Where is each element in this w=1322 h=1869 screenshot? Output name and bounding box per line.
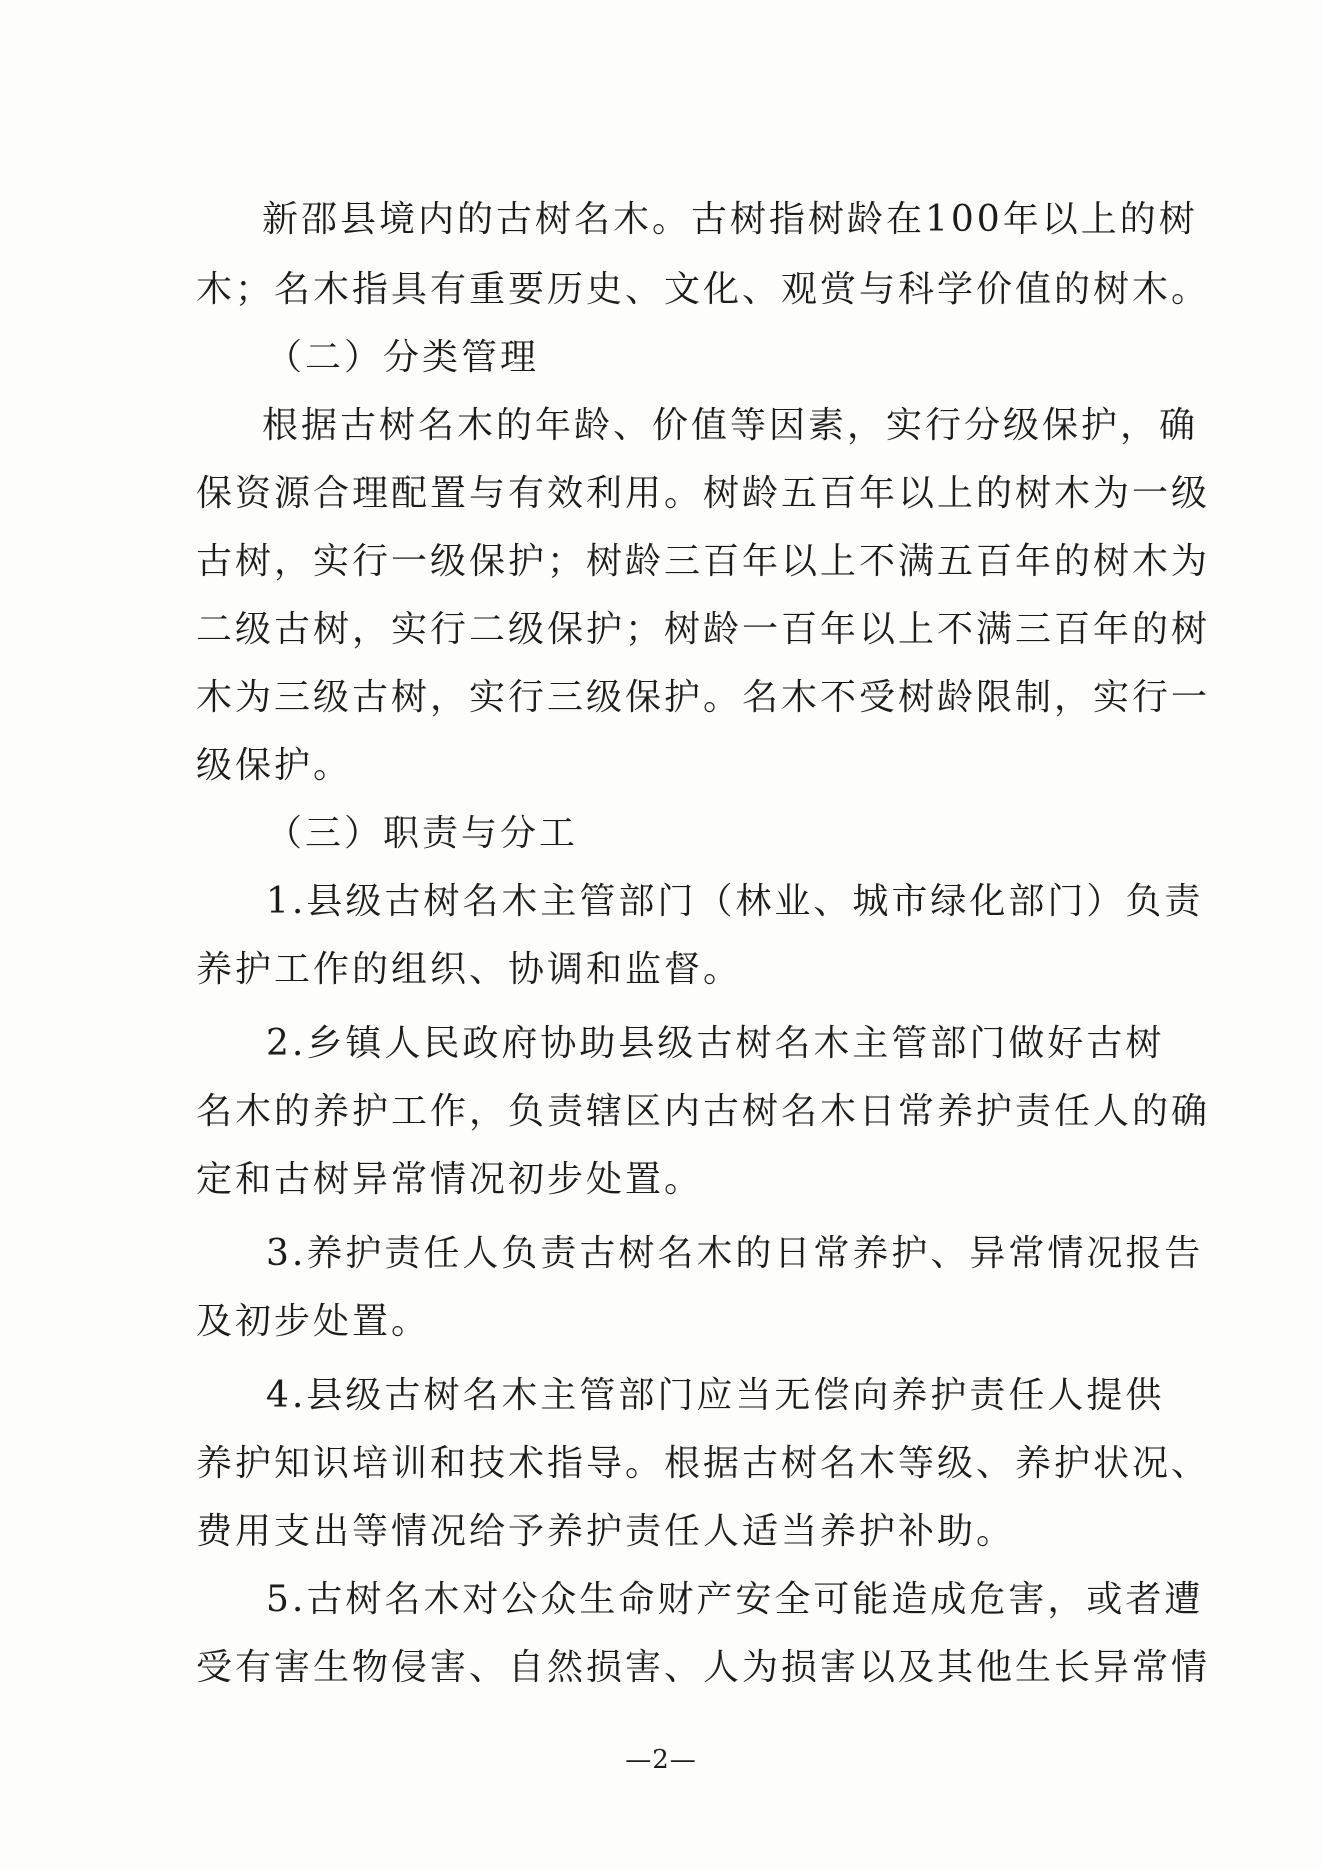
- text-line: 1.县级古树名木主管部门（林业、城市绿化部门）负责: [266, 881, 1204, 922]
- text-line: 3.养护责任人负责古树名木的日常养护、异常情况报告: [266, 1233, 1204, 1274]
- text-line: 根据古树名木的年龄、价值等因素，实行分级保护，确: [262, 405, 1199, 446]
- text-line: 2.乡镇人民政府协助县级古树名木主管部门做好古树: [266, 1023, 1165, 1064]
- text-line: 费用支出等情况给予养护责任人适当养护补助。: [196, 1511, 1016, 1552]
- text-line: 保资源合理配置与有效利用。树龄五百年以上的树木为一级: [196, 473, 1211, 514]
- text-line: 4.县级古树名木主管部门应当无偿向养护责任人提供: [266, 1375, 1165, 1416]
- text-line: 养护知识培训和技术指导。根据古树名木等级、养护状况、: [196, 1443, 1211, 1484]
- text-line: 受有害生物侵害、自然损害、人为损害以及其他生长异常情: [196, 1647, 1211, 1688]
- text-line: 古树，实行一级保护；树龄三百年以上不满五百年的树木为: [196, 541, 1211, 582]
- text-line: 木为三级古树，实行三级保护。名木不受树龄限制，实行一: [196, 677, 1211, 718]
- text-line: 养护工作的组织、协调和监督。: [196, 949, 743, 990]
- text-line: 及初步处置。: [196, 1301, 431, 1342]
- section-heading: （三）职责与分工: [266, 813, 579, 854]
- section-heading: （二）分类管理: [266, 337, 540, 378]
- text-line: 5.古树名木对公众生命财产安全可能造成危害，或者遭: [266, 1579, 1204, 1620]
- text-line: 新邵县境内的古树名木。古树指树龄在100年以上的树: [262, 199, 1198, 240]
- text-line: 级保护。: [196, 745, 353, 786]
- text-line: 二级古树，实行二级保护；树龄一百年以上不满三百年的树: [196, 609, 1211, 650]
- text-line: 名木的养护工作，负责辖区内古树名木日常养护责任人的确: [196, 1091, 1211, 1132]
- text-line: 定和古树异常情况初步处置。: [196, 1159, 704, 1200]
- page-number: —2—: [625, 1745, 697, 1775]
- text-line: 木；名木指具有重要历史、文化、观赏与科学价值的树木。: [196, 269, 1211, 310]
